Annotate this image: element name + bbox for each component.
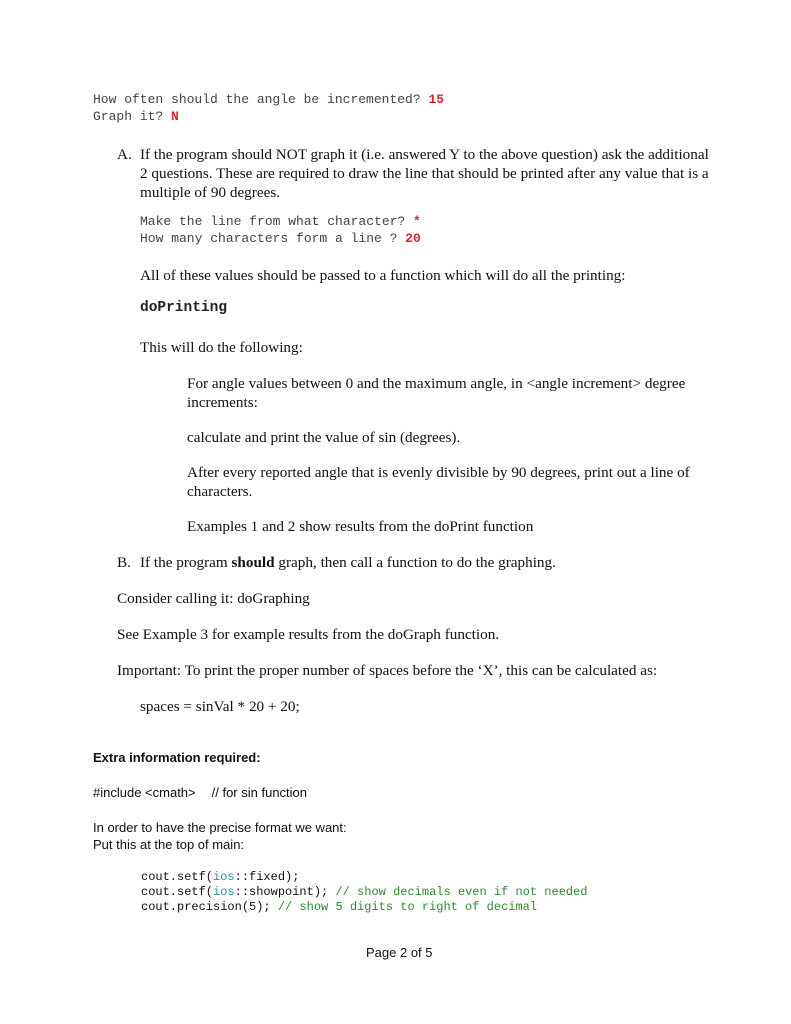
passed-values-text: All of these values should be passed to a function which will do all the printing: [140, 267, 626, 284]
function-name: doPrinting [140, 300, 228, 316]
prompt-question: Make the line from what character? [140, 214, 414, 229]
code-namespace: ios [213, 870, 235, 884]
step-text: Examples 1 and 2 show results from the doPrint function [187, 518, 534, 535]
code-line [141, 870, 299, 884]
step-text: After every reported angle that is evenly divisible by 90 degrees, print out a line of characters. [187, 464, 690, 500]
extra-heading: Extra information required: [93, 750, 261, 765]
prompt-angle-increment [93, 92, 444, 107]
code-namespace: ios [213, 885, 235, 899]
prompt-answer: * [413, 214, 421, 229]
section-a-text: If the program should NOT graph it (i.e. answered Y to the above question) ask the additional 2 questions. These are required to draw the line that should be printed after any value that is a multiple of 90 degrees. [140, 146, 709, 201]
prompt-answer: 15 [428, 92, 445, 107]
code-text: cout.precision(5); [141, 900, 278, 914]
prompt-graph-it [93, 109, 179, 124]
section-b-marker: B. [117, 554, 131, 571]
code-line [141, 885, 588, 899]
step-text: For angle values between 0 and the maximum angle, in <angle increment> degree increments: [187, 375, 686, 411]
section-b-text [140, 553, 556, 572]
text-fragment: graph, then call a function to do the graphing. [274, 554, 556, 571]
formula-text: spaces = sinVal * 20 + 20; [140, 698, 300, 715]
prompt-answer: N [171, 109, 179, 124]
format-line-1: In order to have the precise format we want: [93, 820, 347, 835]
section-a-marker: A. [117, 146, 132, 163]
code-comment: // show 5 digits to right of decimal [277, 900, 538, 914]
code-text: cout.setf( [141, 885, 214, 899]
consider-text: Consider calling it: doGraphing [117, 590, 310, 607]
prompt-question: Graph it? [93, 109, 172, 124]
step-text: calculate and print the value of sin (degrees). [187, 429, 461, 446]
important-text: Important: To print the proper number of spaces before the ‘X’, this can be calculated as: [117, 662, 658, 679]
include-line [93, 785, 307, 800]
format-line-2: Put this at the top of main: [93, 837, 245, 852]
code-line [141, 900, 537, 914]
include-directive: #include <cmath> [93, 785, 196, 800]
code-text: ::fixed); [234, 870, 300, 884]
code-text: ::showpoint); [234, 885, 336, 899]
emphasis-text: should [231, 554, 275, 571]
prompt-line-count [140, 231, 421, 246]
include-comment: // for sin function [211, 785, 308, 800]
code-text: cout.setf( [141, 870, 214, 884]
page-number: Page 2 of 5 [366, 945, 433, 960]
code-comment: // show decimals even if not needed [335, 885, 588, 899]
prompt-question: How often should the angle be incremented? [93, 92, 429, 107]
text-fragment: If the program [140, 554, 232, 571]
follow-text: This will do the following: [140, 339, 303, 356]
prompt-answer: 20 [405, 231, 421, 246]
prompt-question: How many characters form a line ? [140, 231, 406, 246]
see-example-text: See Example 3 for example results from the doGraph function. [117, 626, 500, 643]
prompt-line-char [140, 214, 421, 229]
